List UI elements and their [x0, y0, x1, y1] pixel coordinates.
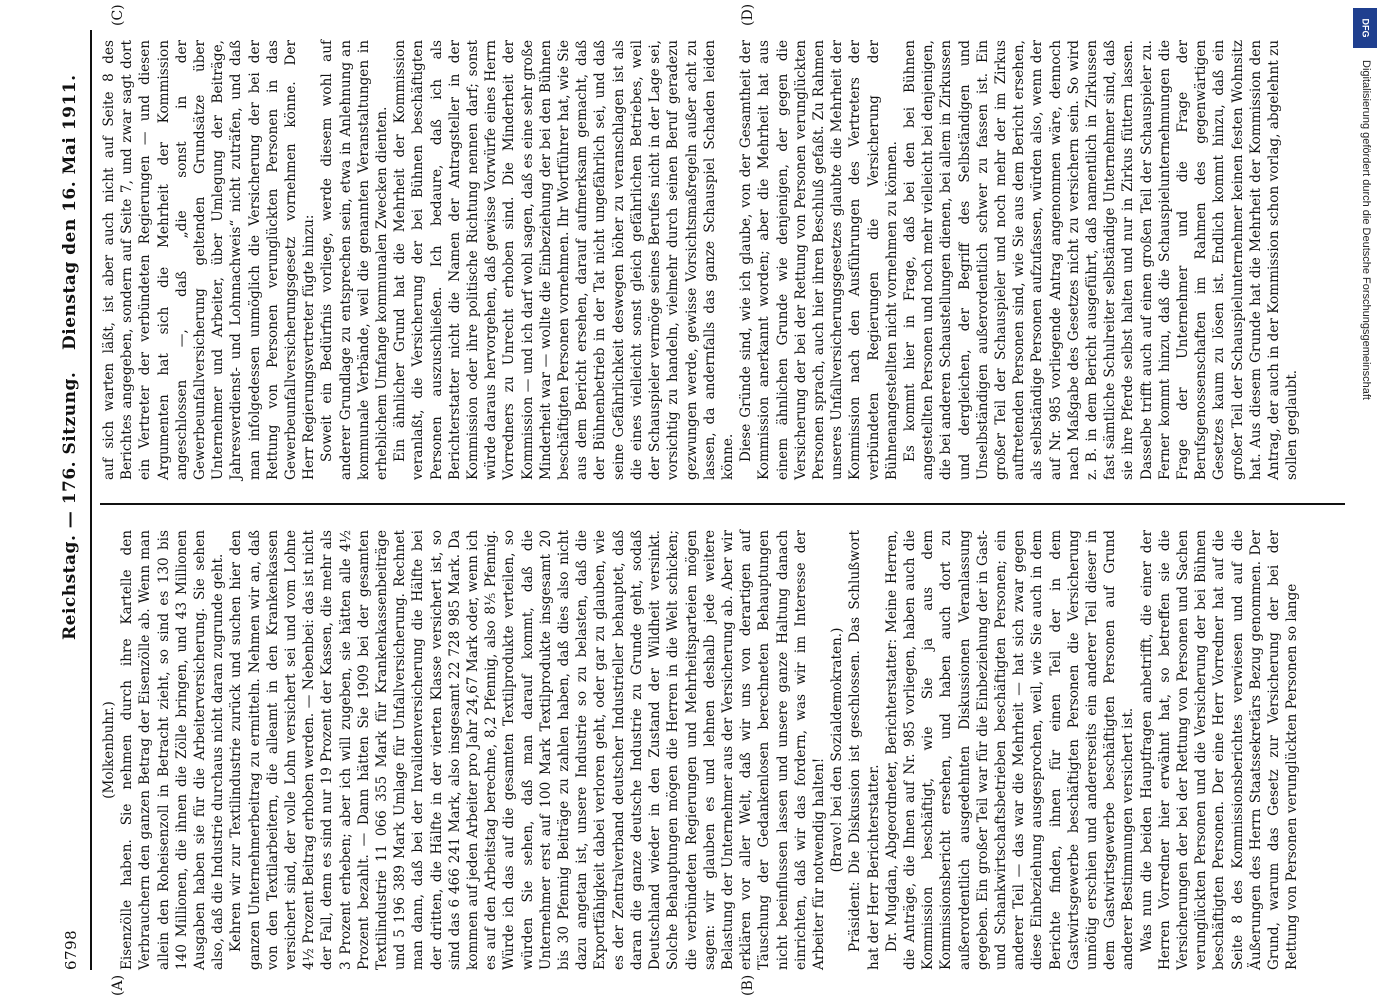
paragraph: Soweit ein Bedürfnis vorliege, werde diesem wohl auf anderer Grundlage zu entsprechen sein, etwa in Anlehnung an kommunale Verbände, weil die genannten Veranstaltungen in erheblichem Umfange kommunalen Zwecken dienten.	[319, 40, 391, 480]
session-date: Dienstag den 16. Mai 1911.	[60, 74, 80, 350]
column-separator	[100, 503, 1345, 505]
paragraph: Was nun die beiden Hauptfragen anbetrifft, die einer der Herren Vorredner hier erwähnt hat, so betreffen sie die Versicherungen der bei der Rettung von Personen und Sachen verunglückten Personen und die Versicherung der bei Bühnen beschäftigten Personen. Der eine Herr Vorredner hat auf die Seite 8 des Kommissionsberichtes verwiesen und auf die Äußerungen des Herrn Staatssekretärs Bezug genommen. Der Grund, warum das Gesetz zur Versicherung der bei der Rettung von Personen verunglückten Personen so lange	[1138, 530, 1301, 970]
paragraph: (Bravo! bei den Sozialdemokraten.)	[829, 627, 846, 873]
page-header	[58, 30, 88, 970]
digitization-credit: Digitalisierung gefördert durch die Deutsche Forschungsgemeinschaft	[1360, 60, 1372, 400]
paragraph: Eisenzölle haben. Sie nehmen durch ihre Kartelle den Verbrauchern den ganzen Betrag der Eisenzölle ab. Wenn man allein den Roheisenzoll in Betracht zieht, so sind es 130 bis 140 Millionen, die ihnen die Zölle bringen, und 43 Millionen Ausgaben haben sie für die Arbeiterversicherung. Sie sehen also, daß die Industrie durchaus nicht daran zugrunde geht.	[119, 530, 227, 970]
paragraph: (Molkenbuhr.)	[101, 701, 117, 799]
paragraph: Kehren wir zur Textilindustrie zurück und suchen hier den ganzen Unternehmerbeitrag zu ermitteln. Nehmen wir an, daß von den Textilarbeitern, die alleamt in den Krankenkassen versichert sind, der volle Lohn versichert sei und vom Lohne 4½ Prozent Beitrag erhoben werden. — Nebenbei: das ist nicht der Fall, denn es sind nur 19 Prozent der Kassen, die mehr als 3 Prozent erheben; aber ich will zugeben, sie hätten alle 4½ Prozent bezahlt. — Dann hätten Sie 1909 bei der gesamten Textilindustrie 11 066 355 Mark für Krankenkassenbeiträge und 5 196 389 Mark Umlage für Unfallversicherung. Rechnet man dann, daß bei der Invalidenversicherung die Hälfte bei der dritten, die Hälfte in der vierten Klasse versichert ist, so sind das 6 466 241 Mark, also insgesamt 22 728 985 Mark. Da kommen auf jeden Arbeiter pro Jahr 24,67 Mark oder, wenn ich es auf den Arbeitstag berechne, 8,2 Pfennig, also 8⅕ Pfennig. Würde ich das auf die gesamten Textilprodukte verteilen, so würden Sie sehen, daß man darauf kommt, daß die Unternehmer erst auf 100 Mark Textilprodukte insgesamt 20 bis 30 Pfennig Beiträge zu zahlen haben, daß dies also nicht dazu angetan ist, unsere Industrie so zu belasten, daß die Exportfähigkeit dabei verloren geht, oder gar zu glauben, wie es der Zentralverband deutscher Industrieller behauptet, daß daran die ganze deutsche Industrie zu Grunde geht, sodaß Deutschland wieder in den Zustand der Wildheit versinkt. Solche Behauptungen mögen die Herren in die Welt schicken; die verbündeten Regierungen und Mehrheitsparteien mögen sagen: wir glauben es und lehnen deshalb jede weitere Belastung der Unternehmer aus der Versicherung ab. Aber wir erklären vor aller Welt, daß wir uns von derartigen auf Täuschung der Gedankenlosen berechneten Behauptungen nicht beeinflussen lassen und unsere ganze Haltung danach einrichten, daß wir das fordern, was wir im Interesse der Arbeiter für notwendig halten!	[228, 530, 827, 970]
left-text-column	[100, 530, 1340, 970]
header-rule	[90, 30, 92, 970]
page-number: 6798	[62, 929, 80, 970]
paragraph: Dr. Mugdan, Abgeordneter, Berichterstatter: Meine Herren, die Anträge, die Ihnen auf Nr. 985 vorliegen, haben auch die Kommission beschäftigt, wie Sie ja aus dem Kommissionsbericht ersehen, und haben auch dort zu außerordentlich ausgedehnten Diskussionen Veranlassung gegeben. Ein großer Teil war für die Einbeziehung der in Gast- und Schankwirtschaftsbetrieben beschäftigten Personen; ein anderer Teil — das war die Mehrheit — hat sich zwar gegen diese Einbeziehung ausgesprochen, weil, wie Sie auch in dem Berichte finden, ihnen für einen Teil der in dem Gastwirtsgewerbe beschäftigten Personen die Versicherung unnötig erschien und andererseits ein anderer Teil dieser in dem Gastwirtsgewerbe beschäftigten Personen auf Grund anderer Bestimmungen versichert ist.	[883, 530, 1137, 970]
margin-letter-b: (B)	[740, 974, 756, 996]
document-page	[40, 0, 1370, 1000]
margin-letter-a: (A)	[110, 974, 126, 996]
paragraph: Es kommt hier in Frage, daß bei den bei Bühnen angestellten Personen und noch mehr vielleicht bei denjenigen, die bei anderen Schaustellungen dienen, bei allem in Zirkussen und dergleichen, der Begriff des Selbständigen und Unselbständigen außerordentlich schwer zu fassen ist. Ein großer Teil der Schauspieler und noch mehr der im Zirkus auftretenden Personen sind, wie Sie aus dem Bericht ersehen, als selbständige Personen aufzufassen, würden also, wenn der auf Nr. 985 vorliegende Antrag angenommen wäre, dennoch nach Maßgabe des Gesetzes nicht zu versichern sein. So wird z. B. in dem Bericht ausgeführt, daß namentlich in Zirkussen fast sämtliche Schulreiter selbständige Unternehmer sind, daß sie ihre Pferde selbst halten und nur in Zirkus füttern lassen. Dasselbe trifft auch auf einen großen Teil der Schauspieler zu. Ferner kommt hinzu, daß die Schauspielunternehmungen die Frage der Unternehmer und die Frage der Berufsgenossenschaften im Rahmen des gegenwärtigen Gesetzes kaum zu lösen ist. Endlich kommt hinzu, daß ein großer Teil der Schauspielunternehmer keinen festen Wohnsitz hat. Aus diesem Grunde hat die Mehrheit der Kommission den Antrag, der auch in der Kommission schon vorlag, abgelehnt zu sollen geglaubt.	[901, 40, 1301, 480]
paragraph: Präsident: Die Diskussion ist geschlossen. Das Schlußwort hat der Herr Berichterstatter.	[847, 530, 882, 970]
paragraph: Diese Gründe sind, wie ich glaube, von der Gesamtheit der Kommission anerkannt worden; aber die Mehrheit hat aus einem ähnlichen Grunde wie denjenigen, der gegen die Versicherung der bei der Rettung von Personen verunglückten Personen sprach, auch hier ihren Beschluß gefaßt. Zu Rahmen unseres Unfallversicherungsgesetzes glaubte die Mehrheit der Kommission nach den Ausführungen des Vertreters der verbündeten Regierungen die Versicherung der Bühnenangestellten nicht vornehmen zu können.	[738, 40, 900, 480]
paragraph: Ein ähnlicher Grund hat die Mehrheit der Kommission veranlaßt, die Versicherung der bei Bühnen beschäftigten Personen auszuschließen. Ich bedaure, daß ich als Berichterstatter nicht die Namen der Antragsteller in der Kommission oder ihre politische Richtung nennen darf; sonst würde daraus hervorgehen, daß gewisse Vorwürfe eines Herrn Vorredners zu Unrecht erhoben sind. Die Minderheit der Kommission — und ich darf wohl sagen, daß es eine sehr große Minderheit war — wollte die Einbeziehung der bei den Bühnen beschäftigten Personen vornehmen. Ihr Wortführer hat, wie Sie aus dem Bericht ersehen, darauf aufmerksam gemacht, daß der Bühnenbetrieb in der Tat nicht ungefährlich sei, und daß seine Gefährlichkeit deswegen höher zu veranschlagen ist als die eines vielleicht sonst gleich gefährlichen Betriebes, weil der Schauspieler vermöge seines Berufes nicht in der Lage sei, vorsichtig zu handeln, vielmehr durch seinen Beruf geradezu gezwungen werde, gewisse Vorsichtsmaßregeln außer acht zu lassen, da andernfalls das ganze Schauspiel Schaden leiden könne.	[392, 40, 736, 480]
paragraph: auf sich warten läßt, ist aber auch nicht auf Seite 8 des Berichtes angegeben, sondern auf Seite 7, und zwar sagt dort ein Vertreter der verbündeten Regierungen — und diesen Argumenten hat sich die Mehrheit der Kommission angeschlossen —, daß „die sonst in der Gewerbeunfallversicherung geltenden Grundsätze über Unternehmer und Arbeiter, über Umlegung der Beiträge, Jahresverdienst- und Lohnnachweis“ nicht zuträfen, und daß man infolgedessen unmöglich die Versicherung der bei der Rettung von Personen verunglückten Personen in das Gewerbeunfallversicherungsgesetz vornehmen könne. Der Herr Regierungsvertreter fügte hinzu:	[101, 40, 318, 480]
dfg-logo: DFG	[1353, 8, 1377, 48]
running-title: Reichstag. — 176. Sitzung.	[60, 371, 80, 640]
right-text-column	[100, 40, 1340, 480]
margin-letter-d: (D)	[740, 3, 756, 26]
margin-letter-c: (C)	[110, 4, 126, 26]
